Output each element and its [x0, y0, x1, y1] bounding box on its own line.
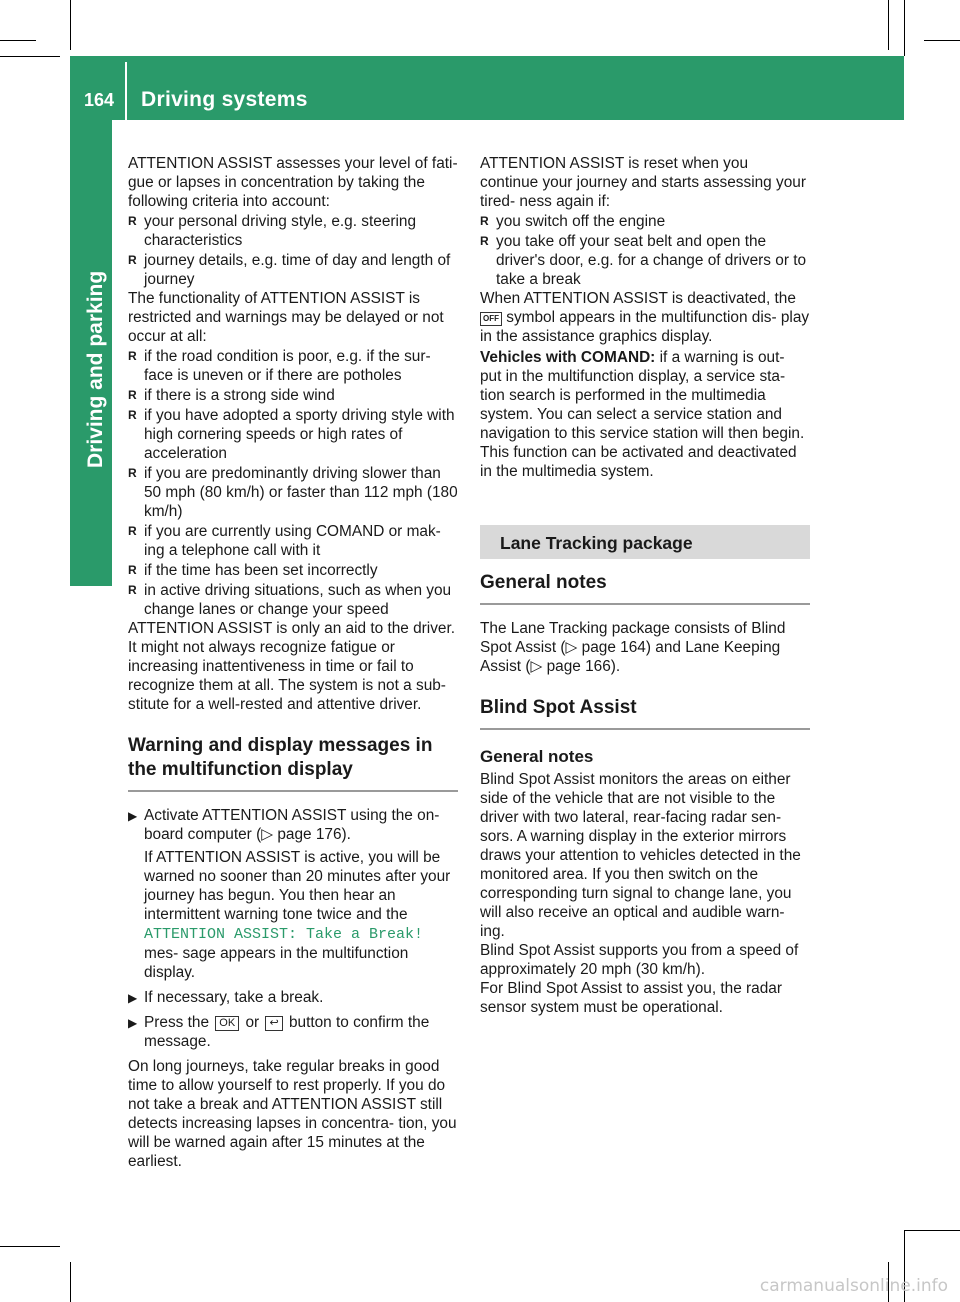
display-message: ATTENTION ASSIST: Take a Break! [144, 926, 424, 943]
page-ref-icon: ▷ [261, 826, 274, 843]
deactivated-paragraph [480, 289, 810, 346]
lane-paragraph [480, 619, 810, 676]
list-item: R if the road condition is poor, e.g. if the sur- face is uneven or if there are potholes [128, 347, 458, 385]
deactivated-text: When ATTENTION ASSIST is deactivated, the [480, 290, 796, 307]
step-confirm [128, 1013, 458, 1051]
crop-mark [0, 1246, 60, 1247]
page-ref-link[interactable]: page 166). [546, 658, 621, 675]
general-notes-heading: General notes [480, 571, 810, 605]
bsa-paragraph: Blind Spot Assist supports you from a speed of approximately 20 mph (30 km/h). [480, 942, 799, 978]
back-button-icon: ↩ [265, 1016, 282, 1031]
page-ref-icon: ▷ [565, 639, 578, 656]
step-text: or [245, 1014, 260, 1031]
crop-mark [904, 0, 905, 56]
comand-text: if a warning is out- put in the multifunction display, a service sta- tion search is performed in the multimedia system. You can select a service station and navigation to this service station will then begin. This function can be activated and deactivated in the multimedia system. [480, 349, 805, 480]
list-item: R your personal driving style, e.g. steering characteristics [128, 212, 458, 250]
page-ref-link[interactable]: page 176). [277, 826, 351, 843]
list-item: R you switch off the engine [480, 212, 810, 231]
header-divider [125, 62, 127, 120]
list-item: R if you are predominantly driving slower than 50 mph (80 km/h) or faster than 112 mph (180 km/h) [128, 464, 458, 521]
comand-label: Vehicles with COMAND: [480, 349, 656, 366]
reset-paragraph: ATTENTION ASSIST is reset when you continue your journey and starts assessing your tired- ness again if: [480, 155, 806, 210]
page-title: Driving systems [141, 88, 308, 111]
side-tab-label: Driving and parking [84, 270, 107, 468]
left-column [128, 154, 458, 1171]
crop-mark [924, 40, 960, 41]
crop-mark [0, 56, 60, 57]
list-item: R in active driving situations, such as when you change lanes or change your speed [128, 581, 458, 619]
deactivated-text: symbol appears in the multifunction dis- play in the assistance graphics display. [480, 309, 810, 345]
list-item: R journey details, e.g. time of day and length of journey [128, 251, 458, 289]
step-detail: mes- sage appears in the multifunction display. [144, 945, 409, 981]
step-text: button to confirm the message. [144, 1014, 430, 1050]
step-break: ▶ If necessary, take a break. [128, 988, 458, 1007]
crop-mark [0, 40, 36, 41]
bsa-paragraph: For Blind Spot Assist to assist you, the radar sensor system must be operational. [480, 980, 782, 1016]
crop-mark [70, 0, 71, 50]
list-item: R if you are currently using COMAND or mak- ing a telephone call with it [128, 522, 458, 560]
crop-mark [888, 0, 889, 50]
page-ref-icon: ▷ [530, 658, 543, 675]
list-item: R if you have adopted a sporty driving style with high cornering speeds or high rates of acceleration [128, 406, 458, 463]
comand-paragraph [480, 348, 810, 481]
step-activate [128, 806, 458, 982]
bsa-paragraph: Blind Spot Assist monitors the areas on either side of the vehicle that are not visible to the driver with two lateral, rear-facing radar sen- sors. A warning display in the exterior mirrors draws your attention to vehicles detected in the monitored area. If you then switch on the corresponding turn signal to change lane, you will also receive an optical and audible warn- ing. [480, 771, 801, 940]
ok-button-icon: OK [215, 1016, 239, 1031]
right-column [480, 154, 810, 1017]
step-text: Press the [144, 1014, 210, 1031]
lane-text: The Lane Tracking package consists of Blind Spot Assist ( [480, 620, 786, 656]
step-detail: If ATTENTION ASSIST is active, you will be warned no sooner than 20 minutes after your journey has begun. You then hear an intermittent warning tone twice and the [144, 849, 451, 923]
crop-mark [904, 1230, 960, 1231]
crop-mark [70, 1262, 71, 1302]
warning-heading: Warning and display messages in the multifunction display [128, 734, 458, 792]
page-ref-link[interactable]: page 164) and Lane Keeping Assist ( [480, 639, 781, 675]
restricted-paragraph: The functionality of ATTENTION ASSIST is restricted and warnings may be delayed or not occur at all: [128, 290, 444, 345]
list-item: R if the time has been set incorrectly [128, 561, 458, 580]
list-item: R if there is a strong side wind [128, 386, 458, 405]
bsa-heading: Blind Spot Assist [480, 696, 810, 730]
intro-paragraph: ATTENTION ASSIST assesses your level of fati- gue or lapses in concentration by taking the following criteria into account: [128, 155, 458, 210]
closing-paragraph: On long journeys, take regular breaks in good time to allow yourself to rest properly. If you do not take a break and ATTENTION ASSIST still detects increasing lapses in concentra- tion, you will be warned again after 15 minutes at the earliest. [128, 1058, 457, 1170]
list-item: R you take off your seat belt and open the driver's door, e.g. for a change of drivers or to take a break [480, 232, 810, 289]
page-number: 164 [84, 90, 115, 110]
watermark: carmanualsonline.info [759, 1276, 948, 1296]
aid-note: ATTENTION ASSIST is only an aid to the driver. It might not always recognize fatigue or increasing inattentiveness in time or fail to recognize them at all. The system is not a sub- stitute for a well-rested and attentive driver. [128, 620, 456, 713]
attention-assist-off-icon: OFF [480, 312, 502, 326]
step-text: Activate ATTENTION ASSIST using the on- board computer ( [144, 807, 440, 843]
bsa-general-heading: General notes [480, 747, 594, 766]
section-heading: Lane Tracking package [480, 525, 810, 559]
